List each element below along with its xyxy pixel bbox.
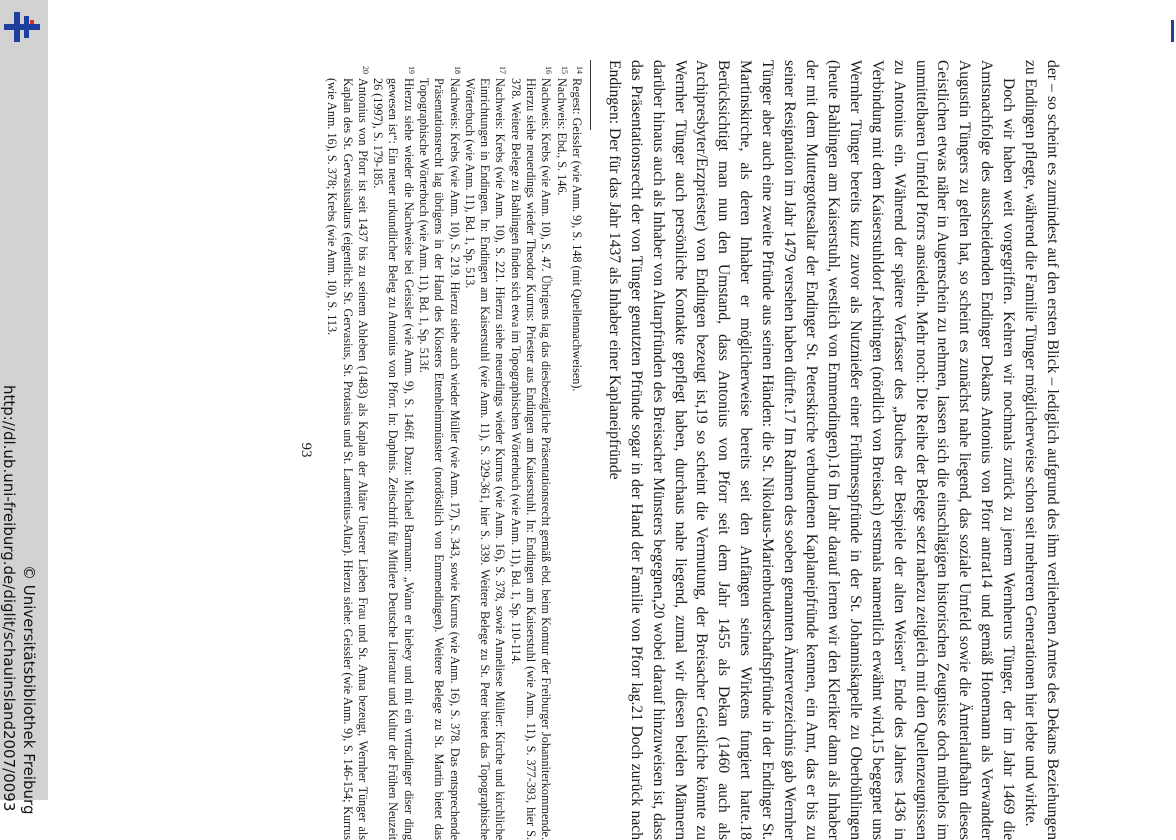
footnote-number: 19 (406, 66, 416, 74)
university-logo-icon (0, 10, 48, 44)
edge-marker (1171, 20, 1174, 42)
footnote-number: 17 (498, 66, 508, 74)
footnotes (324, 60, 584, 840)
footnote (370, 60, 416, 840)
footnote-number: 18 (452, 66, 462, 74)
footnote-number: 16 (544, 66, 554, 74)
footnote-text: Nachweis: Ebd., S. 146. (554, 78, 569, 196)
footnote (462, 60, 508, 840)
copyright-notice: © Universitätsbibliothek Freiburg (20, 565, 38, 815)
footnote-text: Nachweis: Krebs (wie Anm. 10), S. 47. Übrigens lag das diesbezügliche Präsentationsrecht gemäß ebd. beim Komtur der Freiburger Johanniterkommende. Hierzu siehe neuerdings wieder Theodor Kurrus: Priester aus Endingen am Kaiserstuhl. In: Endingen am Kaiserstuhl (wie Anm. 11), S. 377-393, hier S. 378. Weitere Belege zu Bahlingen finden sich etwa im Topographischen Wörterbuch (wie Anm. 11), Bd. 1, Sp. 110-114. (508, 78, 554, 840)
footnote-text: Hierzu siehe wieder die Nachweise bei Geissler (wie Anm. 9), S. 146ff. Dazu: Michael Barmann: „Wann er hiebey und mit ein vrttradinger diser ding gewesen ist“: Ein neuer urkundlicher Beleg zu Antonius von Pforr. In: Daphnis. Zeitschrift für Mittlere Deutsche Literatur und Kultur der Frühen Neuzeit 26 (1997), S. 179-185. (371, 78, 416, 840)
footnote-number: 15 (559, 66, 569, 74)
footnote (569, 60, 584, 840)
paragraph-1: der – so scheint es zumindest auf den ersten Blick – lediglich aufgrund des ihm verliehenen Amtes des Dekans Beziehungen zu Endingen pflegte, während die Familie Tünger möglicherweise schon seit mehreren Generationen hier lebte und wirkte. (1022, 60, 1061, 840)
footnote-text: Nachweis: Krebs (wie Anm. 10), S. 219. Hierzu siehe auch wieder Müller (wie Anm. 17), S. 343, sowie Kurrus (wie Anm. 16), S. 378. Das entsprechende Präsentationsrecht lag übrigens in der Hand des Klosters Ettenheimmünster (nordöstlich von Emmendingen). Weitere Belege zu St. Martin bietet das Topographische Wörterbuch (wie Anm. 11), Bd. 1, Sp. 513f. (417, 78, 462, 840)
footnote (553, 60, 568, 840)
scanned-page (63, 60, 1063, 840)
footnote (324, 60, 370, 840)
footnote (507, 60, 553, 840)
footnote-divider (590, 60, 591, 130)
sidebar (0, 0, 48, 815)
paragraph-2: Doch wir haben weit vorgegriffen. Kehren wir nochmals zurück zu jenem Wernherus Tünger, der im Jahr 1469 die Amtsnachfolge des ausscheidenden Endinger Dekans Antonius von Pforr antrat14 und gemäß Honemann als Verwandter Augustin Tüngers zu gelten hat, so scheint es zunächst nahe liegend, das soziale Umfeld sowie die Ämterlaufbahn dieses Geistlichen etwas näher in Augenschein zu nehmen, lassen sich die einschlägigen historischen Zeugnisse doch mühelos im unmittelbaren Umfeld Pforrs ansiedeln. Mehr noch: Die Reihe der Belege setzt nahezu zeitgleich mit den Quellenzeugnissen zu Antonius ein. Während der spätere Verfasser des „Buches der Beispiele der alten Weisen“ Ende des Jahres 1436 in Verbindung mit dem Kaiserstuhldorf Jechtingen (nördlich von Breisach) erstmals namentlich erwähnt wird,15 begegnet uns Wernher Tünger bereits kurz zuvor als Nutznießer einer Frühmesspfründe in der St. Johanniskapelle zu Oberbühlingen (heute Bahlingen am Kaiserstuhl, westlich von Emmendingen).16 Im Jahr darauf lernen wir den Kleriker dann als Inhaber der mit dem Muttergottesaltar der Endinger St. Peterskirche verbundenen Kaplaneipfründe kennen, ein Amt, das er bis zu seiner Resignation im Jahr 1479 versehen haben dürfte.17 Im Rahmen des soeben genannten Ämterverzeichnis gab Wernher Tünger aber auch eine zweite Pfründe aus seinen Händen: die St. Nikolaus-Marienbruderschaftspfründe in der Endinger St. Martinskirche, als deren Inhaber er möglicherweise bereits seit den Anfängen seines Wirkens fungiert hatte.18 Berücksichtigt man nun den Umstand, dass Antonius von Pforr seit dem Jahr 1455 als Dekan (1460 auch als Archipresbyter/Erzpriester) von Endingen bezeugt ist,19 so scheint die Vermutung, der Breisacher Geistliche könnte zu Wernher Tünger auch persönliche Kontakte gepflegt haben, durchaus nahe liegend, zumal wir diesen beiden Männern darüber hinaus auch als Inhaber von Altarpfründen des Breisacher Münsters begegnen,20 wobei darauf hinzuweisen ist, dass das Präsentationsrecht der von Tünger genutzten Pfründe sogar in der Hand der Familie von Pforr lag.21 Doch zurück nach Endingen: Der für das Jahr 1437 als Inhaber einer Kaplaneipfründe (605, 60, 1018, 840)
footnote-text: Regest: Geissler (wie Anm. 9), S. 148 (mit Quellennachweisen). (569, 78, 584, 392)
footnote-text: Nachweis: Krebs (wie Anm. 10), S. 221. Hierzu siehe neuerdings wieder Kurrus (wie Anm. 16), S. 378, sowie Anneliese Müller: Kirche und kirchliche Einrichtungen in Endingen. In: Endingen am Kaiserstuhl (wie Anm. 11), S. 329-361, hier S. 339. Weitere Belege zu St. Peter bietet das Topographische Wörterbuch (wie Anm. 11), Bd. 1, Sp. 513. (462, 78, 508, 840)
footnote-number: 20 (360, 66, 370, 74)
footnote-number: 14 (574, 66, 584, 74)
footnote-text: Antonius von Pforr ist seit 1437 bis zu seinem Ableben (1483) als Kaplan der Altäre Unserer Lieben Frau und St. Anna bezeugt, Wernher Tünger als Kaplan des St. Gervasiusaltars (eigentlich: St. Gervasius, St. Protasius und St. Laurentius-Altar). Hierzu siehe: Geissler (wie Anm. 9), S. 146-154; Kurrus (wie Anm. 16), S. 378; Krebs (wie Anm. 10), S. 113. (325, 78, 370, 840)
footnote (416, 60, 462, 840)
body-text (603, 60, 1063, 840)
page-number: 93 (297, 442, 314, 458)
document-url[interactable]: http://dl.ub.uni-freiburg.de/diglit/schauinsland2007/0093 (0, 385, 18, 812)
